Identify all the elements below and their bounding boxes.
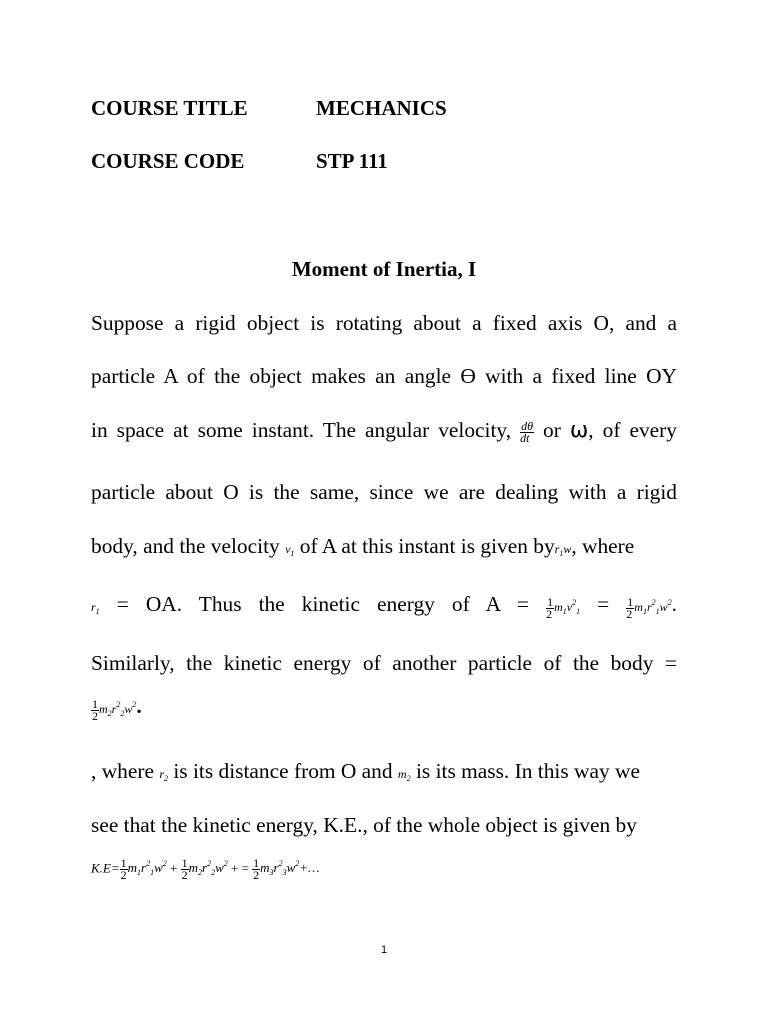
paragraph-line-1: Suppose a rigid object is rotating about a fixed axis O, and a — [91, 311, 677, 335]
half-fraction: $\frac{1}{2}$ — [626, 594, 634, 621]
paragraph-line-5 — [91, 534, 634, 559]
paragraph-line-9 — [91, 759, 640, 784]
paragraph-line-8 — [91, 694, 142, 722]
ke-a-expression-2: $\frac{1}{2}$ $m_1r^2_1w^2$ — [626, 594, 672, 621]
section-title: Moment of Inertia, I — [291, 257, 477, 281]
half-fraction: $\frac{1}{2}$ — [181, 856, 188, 882]
half-fraction: $\frac{1}{2}$ — [253, 856, 260, 882]
line6-end: . — [671, 592, 677, 616]
v1-symbol: $v_1$ — [285, 542, 295, 558]
line6-text-a: = OA. Thus the kinetic energy of A = — [116, 592, 529, 616]
line5-text-a: body, and the velocity — [91, 534, 280, 558]
course-code-value: STP 111 — [316, 149, 388, 173]
paragraph-line-3 — [91, 418, 677, 444]
r1-symbol: $r_1$ — [91, 600, 100, 616]
line3-text-a: in space at some instant. The angular velocity, — [91, 418, 512, 442]
course-code-label: COURSE CODE — [91, 149, 245, 173]
ke-particle-2-expression: $\frac{1}{2}$ $m_2r^2_2w^2$ — [92, 696, 137, 723]
paragraph-line-10: see that the kinetic energy, K.E., of the whole object is given by — [91, 813, 637, 837]
line6-equals: = — [597, 592, 610, 616]
r1w-symbol: $r_1w$ — [554, 542, 572, 558]
half-fraction: $\frac{1}{2}$ — [120, 856, 127, 882]
line3-or: or — [543, 418, 561, 442]
dt-denominator: dt — [520, 430, 530, 445]
page-number: 1 — [380, 944, 388, 956]
line9-text-c: is its mass. In this way we — [415, 759, 640, 783]
line8-end: . — [136, 694, 142, 718]
paragraph-line-4: particle about O is the same, since we are dealing with a rigid — [91, 480, 677, 504]
m2-symbol: $m_2$ — [397, 767, 411, 783]
line9-text-b: is its distance from O and — [173, 759, 393, 783]
line5-text-b: of A at this instant is given by — [299, 534, 555, 558]
course-title-label: COURSE TITLE — [91, 96, 248, 120]
line5-text-c: , where — [571, 534, 635, 558]
line9-text-a: , where — [91, 759, 154, 783]
paragraph-line-2: particle A of the object makes an angle ϴ with a fixed line OY — [91, 364, 677, 388]
r2-symbol: $r_2$ — [159, 767, 168, 783]
kinetic-energy-equation: K.E= $\frac{1}{2}$ $m_1r^2_1w^2$ + $\frac{1}{2}$ $m_2r^2_2w^2$ + = $\frac{1}{2}$ $m_3r^2_3w^2+\dots$ — [91, 856, 320, 882]
course-title-value: MECHANICS — [316, 96, 447, 120]
line3-text-b: , of every — [588, 418, 677, 442]
half-fraction: $\frac{1}{2}$ — [546, 594, 554, 621]
omega-symbol: ω — [569, 418, 589, 443]
dtheta-numerator: dθ — [521, 418, 533, 433]
paragraph-line-7: Similarly, the kinetic energy of another particle of the body = — [91, 651, 677, 675]
dtheta-dt-fraction — [520, 418, 534, 445]
half-fraction: $\frac{1}{2}$ — [92, 696, 98, 723]
ke-a-expression-1: $\frac{1}{2}$ $m_1v^2_1$ — [546, 594, 581, 621]
paragraph-line-6 — [91, 592, 677, 620]
